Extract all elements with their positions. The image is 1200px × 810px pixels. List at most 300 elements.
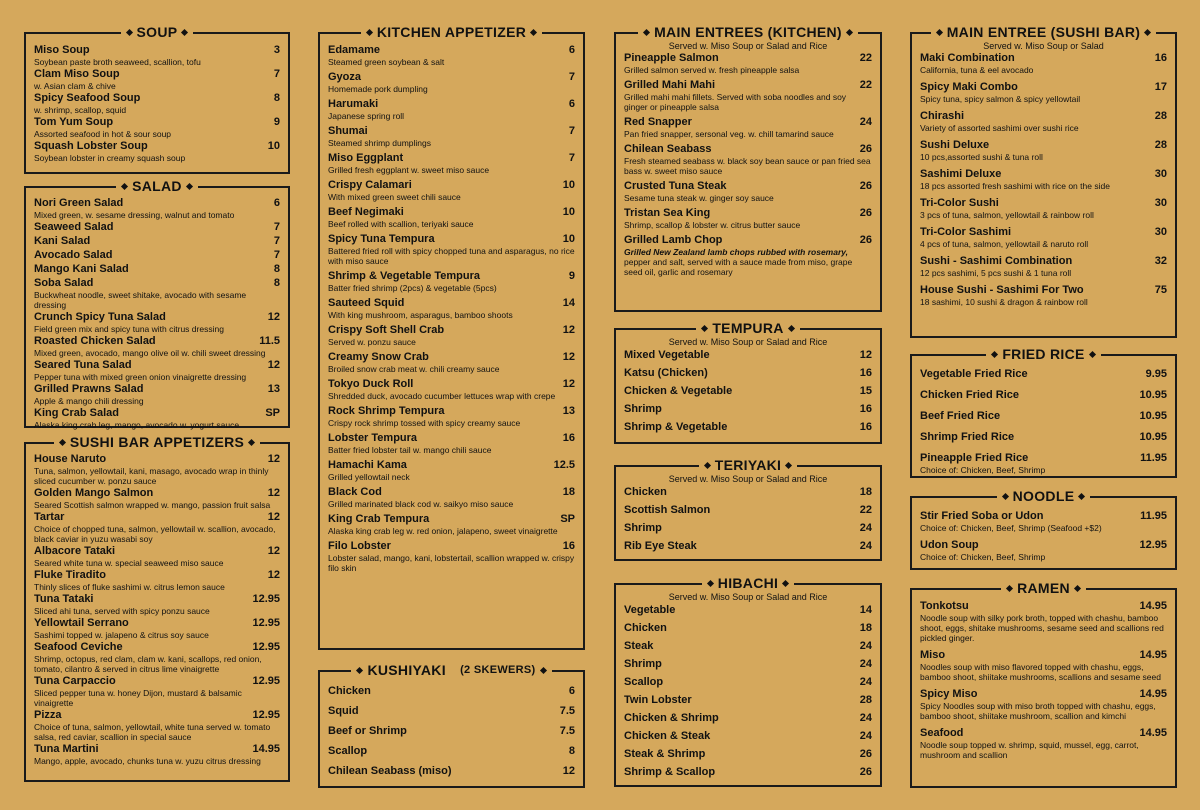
menu-item-price: 14.95 bbox=[1139, 688, 1167, 700]
menu-item-row bbox=[328, 44, 575, 57]
menu-item-row bbox=[624, 366, 872, 380]
menu-item-row bbox=[328, 71, 575, 84]
menu-item-row bbox=[624, 747, 872, 761]
menu-item-row bbox=[328, 378, 575, 391]
menu-item bbox=[624, 711, 872, 725]
menu-item-row bbox=[34, 511, 280, 524]
menu-item-name: Pineapple Fried Rice bbox=[920, 452, 1029, 464]
menu-item bbox=[624, 693, 872, 707]
menu-item-row bbox=[920, 255, 1167, 268]
menu-item-name: Crusted Tuna Steak bbox=[624, 180, 727, 192]
menu-item-price: 10 bbox=[267, 140, 280, 152]
menu-item-price: 6 bbox=[568, 685, 575, 697]
menu-item-name: Mango Kani Salad bbox=[34, 263, 129, 275]
menu-item-row bbox=[624, 621, 872, 635]
menu-item-description: 10 pcs,assorted sushi & tuna roll bbox=[920, 152, 1043, 162]
menu-item bbox=[328, 233, 575, 266]
menu-item-name: Grilled Prawns Salad bbox=[34, 383, 144, 395]
menu-item bbox=[624, 348, 872, 362]
menu-item-price: 26 bbox=[859, 143, 872, 155]
menu-item-row bbox=[328, 764, 575, 778]
section-subtitle: Served w. Miso Soup or Salad and Rice bbox=[668, 337, 828, 347]
menu-item-price: 7 bbox=[273, 221, 280, 233]
menu-item-row bbox=[328, 513, 575, 526]
menu-item bbox=[920, 81, 1167, 104]
menu-item-row bbox=[624, 521, 872, 535]
menu-item-name: King Crab Tempura bbox=[328, 513, 430, 525]
menu-item bbox=[34, 44, 280, 67]
menu-item-price: 10.95 bbox=[1139, 431, 1167, 443]
menu-item-description: Batter fried lobster tail w. mango chili sauce bbox=[328, 445, 492, 455]
salad-section bbox=[24, 178, 290, 430]
menu-item-price: 15 bbox=[859, 385, 872, 397]
menu-item-description: Spicy Noodles soup with miso broth topped with chashu, eggs, bamboo shoot, shiitake mushroom, scallion and kimchi bbox=[920, 701, 1156, 721]
menu-item-row bbox=[34, 44, 280, 57]
menu-item-description: Battered fried roll with spicy chopped tuna and asparagus, no rice with miso sauce bbox=[328, 246, 575, 266]
menu-item bbox=[920, 688, 1167, 721]
hibachi-section bbox=[614, 575, 882, 787]
menu-item-name: Sushi - Sashimi Combination bbox=[920, 255, 1073, 267]
menu-item-description: Homemade pork dumpling bbox=[328, 84, 428, 94]
menu-item-description: 18 pcs assorted fresh sashimi with rice on the side bbox=[920, 181, 1110, 191]
menu-item-name: Filo Lobster bbox=[328, 540, 391, 552]
menu-item-row bbox=[624, 603, 872, 617]
menu-item bbox=[34, 335, 280, 358]
menu-item-row bbox=[624, 143, 872, 156]
menu-item bbox=[920, 727, 1167, 760]
menu-item bbox=[328, 297, 575, 320]
menu-item-description: Choice of: Chicken, Beef, Shrimp (Seafood +$2) bbox=[920, 523, 1102, 533]
menu-item-price: 7 bbox=[568, 152, 575, 164]
menu-item-name: Tartar bbox=[34, 511, 65, 523]
menu-item-price: 22 bbox=[859, 504, 872, 516]
menu-item-price: 12 bbox=[562, 765, 575, 777]
menu-item-name: Chicken bbox=[624, 622, 667, 634]
menu-item-description: Soybean paste broth seaweed, scallion, tofu bbox=[34, 57, 201, 67]
menu-item-description: With king mushroom, asparagus, bamboo shoots bbox=[328, 310, 513, 320]
menu-item-name: Seafood bbox=[920, 727, 964, 739]
menu-item-row bbox=[328, 98, 575, 111]
menu-item-row bbox=[34, 593, 280, 606]
menu-item-price: 7 bbox=[568, 71, 575, 83]
menu-item-row bbox=[624, 503, 872, 517]
menu-item-row bbox=[624, 234, 872, 247]
menu-item-name: Seared Tuna Salad bbox=[34, 359, 132, 371]
menu-item-name: Spicy Tuna Tempura bbox=[328, 233, 435, 245]
menu-item-row bbox=[34, 487, 280, 500]
menu-item-description: Sliced pepper tuna w. honey Dijon, mustard & balsamic vinaigrette bbox=[34, 688, 242, 708]
menu-item bbox=[328, 44, 575, 67]
menu-item-price: 12.95 bbox=[252, 593, 280, 605]
menu-item bbox=[328, 459, 575, 482]
menu-item-description: Grilled yellowtail neck bbox=[328, 472, 410, 482]
section-title: SUSHI BAR APPETIZERS bbox=[54, 434, 260, 450]
menu-item bbox=[624, 234, 872, 277]
menu-item-row bbox=[328, 432, 575, 445]
menu-item-name: Seafood Ceviche bbox=[34, 641, 123, 653]
menu-item bbox=[624, 729, 872, 743]
menu-item-row bbox=[34, 641, 280, 654]
menu-item-row bbox=[624, 639, 872, 653]
menu-item-price: 24 bbox=[859, 116, 872, 128]
menu-item-description: Pan fried snapper, sersonal veg. w. chill tamarind sauce bbox=[624, 129, 834, 139]
menu-item-name: Stir Fried Soba or Udon bbox=[920, 510, 1044, 522]
menu-item-price: 3 bbox=[273, 44, 280, 56]
menu-item bbox=[624, 639, 872, 653]
menu-item bbox=[34, 453, 280, 486]
menu-item-price: 11.95 bbox=[1140, 510, 1167, 522]
menu-item-row bbox=[624, 79, 872, 92]
menu-item-description: Sashimi topped w. jalapeno & citrus soy sauce bbox=[34, 630, 209, 640]
menu-item-price: 16 bbox=[859, 421, 872, 433]
menu-item-row bbox=[920, 600, 1167, 613]
menu-item bbox=[624, 384, 872, 398]
menu-item-description: 4 pcs of tuna, salmon, yellowtail & naruto roll bbox=[920, 239, 1089, 249]
menu-item-name: Spicy Miso bbox=[920, 688, 978, 700]
menu-item bbox=[624, 79, 872, 112]
menu-item-price: 22 bbox=[859, 52, 872, 64]
menu-item bbox=[328, 764, 575, 778]
menu-item-row bbox=[34, 277, 280, 290]
menu-item bbox=[34, 545, 280, 568]
menu-item-price: 12.95 bbox=[252, 641, 280, 653]
main-entrees-kitchen-section bbox=[614, 24, 882, 312]
menu-item-name: Tuna Carpaccio bbox=[34, 675, 116, 687]
menu-item-row bbox=[328, 125, 575, 138]
menu-item-description: Steamed green soybean & salt bbox=[328, 57, 445, 67]
menu-item-description: Mango, apple, avocado, chunks tuna w. yuzu citrus dressing bbox=[34, 756, 261, 766]
menu-item bbox=[34, 487, 280, 510]
menu-item-row bbox=[624, 693, 872, 707]
menu-item bbox=[328, 324, 575, 347]
menu-item-name: Steak & Shrimp bbox=[624, 748, 706, 760]
menu-item-price: 24 bbox=[859, 730, 872, 742]
menu-item bbox=[328, 71, 575, 94]
menu-item-price: 12 bbox=[859, 349, 872, 361]
menu-item-price: 7 bbox=[273, 68, 280, 80]
menu-item-description: Shredded duck, avocado cucumber lettuces wrap with crepe bbox=[328, 391, 556, 401]
soup-section bbox=[24, 24, 290, 174]
menu-item-price: 16 bbox=[1154, 52, 1167, 64]
menu-item-row bbox=[920, 52, 1167, 65]
menu-item-name: Sauteed Squid bbox=[328, 297, 405, 309]
menu-item-price: 12 bbox=[562, 351, 575, 363]
menu-item bbox=[328, 206, 575, 229]
menu-item-price: 7 bbox=[273, 235, 280, 247]
menu-item-price: 12.95 bbox=[252, 675, 280, 687]
menu-item bbox=[920, 389, 1167, 402]
menu-item-price: 16 bbox=[562, 432, 575, 444]
menu-item-name: Chirashi bbox=[920, 110, 965, 122]
menu-item-row bbox=[624, 420, 872, 434]
menu-item-description: 18 sashimi, 10 sushi & dragon & rainbow roll bbox=[920, 297, 1088, 307]
menu-item-row bbox=[328, 351, 575, 364]
menu-item bbox=[328, 513, 575, 536]
section-title: TERIYAKI bbox=[699, 457, 797, 473]
menu-item-price: 32 bbox=[1154, 255, 1167, 267]
menu-item-row bbox=[34, 743, 280, 756]
menu-item-price: 75 bbox=[1154, 284, 1167, 296]
menu-item bbox=[624, 657, 872, 671]
menu-item-price: 7 bbox=[273, 249, 280, 261]
ramen-section bbox=[910, 580, 1177, 788]
menu-item-price: 12 bbox=[267, 569, 280, 581]
menu-item-description: Choice of: Chicken, Beef, Shrimp bbox=[920, 552, 1046, 562]
menu-item-description: Served w. ponzu sauce bbox=[328, 337, 416, 347]
menu-item-description: Apple & mango chili dressing bbox=[34, 396, 144, 406]
menu-item-price: 11.5 bbox=[259, 335, 280, 347]
menu-item bbox=[624, 366, 872, 380]
menu-item bbox=[624, 539, 872, 553]
main-entree-sushi-bar-section bbox=[910, 24, 1177, 338]
menu-item-description: California, tuna & eel avocado bbox=[920, 65, 1034, 75]
menu-item bbox=[920, 649, 1167, 682]
menu-item-description: Japanese spring roll bbox=[328, 111, 405, 121]
menu-item-price: 14.95 bbox=[1139, 649, 1167, 661]
menu-item bbox=[624, 503, 872, 517]
fried-rice-section bbox=[910, 346, 1177, 478]
menu-item-price: 13 bbox=[562, 405, 575, 417]
menu-item-row bbox=[624, 180, 872, 193]
menu-item-row bbox=[328, 486, 575, 499]
section-title: SALAD bbox=[116, 178, 198, 194]
menu-item-name: Golden Mango Salmon bbox=[34, 487, 154, 499]
menu-item-name: Nori Green Salad bbox=[34, 197, 124, 209]
menu-item bbox=[920, 110, 1167, 133]
menu-item-row bbox=[624, 729, 872, 743]
menu-item-row bbox=[328, 540, 575, 553]
menu-item-name: Scallop bbox=[328, 745, 368, 757]
menu-item-row bbox=[624, 711, 872, 725]
menu-item-row bbox=[920, 649, 1167, 662]
menu-item bbox=[920, 197, 1167, 220]
menu-item-description: With mixed green sweet chili sauce bbox=[328, 192, 461, 202]
menu-item-description: Noodle soup with silky pork broth, topped with chashu, bamboo shoot, eggs, shitake mushrooms, sesame seed and scallions red pickled ginger. bbox=[920, 613, 1164, 643]
menu-item-price: 7.5 bbox=[559, 705, 575, 717]
menu-item-price: 10.95 bbox=[1139, 389, 1167, 401]
menu-item bbox=[624, 207, 872, 230]
menu-item-price: 8 bbox=[568, 745, 575, 757]
menu-item bbox=[920, 52, 1167, 75]
menu-item-price: 9 bbox=[273, 116, 280, 128]
menu-item-name: Gyoza bbox=[328, 71, 362, 83]
menu-item-price: 24 bbox=[859, 640, 872, 652]
menu-item bbox=[624, 143, 872, 176]
menu-item bbox=[920, 539, 1167, 562]
menu-item bbox=[624, 675, 872, 689]
menu-item-row bbox=[328, 704, 575, 718]
menu-item-name: Miso Eggplant bbox=[328, 152, 404, 164]
menu-item-description: Sliced ahi tuna, served with spicy ponzu sauce bbox=[34, 606, 210, 616]
menu-item-price: 24 bbox=[859, 658, 872, 670]
menu-item-name: Edamame bbox=[328, 44, 380, 56]
menu-item-description: Broiled snow crab meat w. chili creamy sauce bbox=[328, 364, 500, 374]
menu-item-name: Fluke Tiradito bbox=[34, 569, 106, 581]
menu-item-row bbox=[34, 92, 280, 105]
menu-item bbox=[624, 603, 872, 617]
menu-item-name: Miso bbox=[920, 649, 946, 661]
menu-item-name: Sushi Deluxe bbox=[920, 139, 990, 151]
menu-item-row bbox=[34, 235, 280, 248]
menu-item-name: Shrimp bbox=[624, 658, 662, 670]
menu-item-name: Soba Salad bbox=[34, 277, 94, 289]
menu-item-description: Beef rolled with scallion, teriyaki sauce bbox=[328, 219, 474, 229]
menu-item-row bbox=[624, 402, 872, 416]
menu-item bbox=[34, 221, 280, 234]
menu-item-row bbox=[920, 539, 1167, 552]
menu-item bbox=[624, 621, 872, 635]
menu-item bbox=[328, 98, 575, 121]
menu-item-row bbox=[328, 459, 575, 472]
menu-item-row bbox=[920, 452, 1167, 465]
menu-item bbox=[920, 255, 1167, 278]
menu-item-row bbox=[328, 684, 575, 698]
menu-item-row bbox=[920, 688, 1167, 701]
menu-item-row bbox=[328, 270, 575, 283]
menu-item-price: 7.5 bbox=[559, 725, 575, 737]
menu-item-row bbox=[328, 233, 575, 246]
menu-item-name: Shrimp & Scallop bbox=[624, 766, 716, 778]
menu-item bbox=[624, 52, 872, 75]
menu-item-name: King Crab Salad bbox=[34, 407, 119, 419]
menu-item-price: 24 bbox=[859, 540, 872, 552]
menu-item-description: Seared white tuna w. special seaweed miso sauce bbox=[34, 558, 224, 568]
menu-item-price: SP bbox=[265, 407, 280, 419]
menu-item-description: Field green mix and spicy tuna with citrus dressing bbox=[34, 324, 224, 334]
menu-item bbox=[34, 92, 280, 115]
menu-item-name: Shrimp Fried Rice bbox=[920, 431, 1015, 443]
menu-item-price: 6 bbox=[273, 197, 280, 209]
menu-item bbox=[34, 277, 280, 310]
menu-item-name: Tokyo Duck Roll bbox=[328, 378, 414, 390]
menu-item-row bbox=[328, 405, 575, 418]
menu-item-description: Noodles soup with miso flavored topped with chashu, eggs, bamboo shoot, shiitake mushrooms, scallions and sesame seed bbox=[920, 662, 1161, 682]
menu-item-description: Fresh steamed seabass w. black soy bean sauce or pan fried sea bass w. sweet miso sauce bbox=[624, 156, 871, 176]
menu-item-description: Grilled fresh eggplant w. sweet miso sauce bbox=[328, 165, 490, 175]
menu-item-description: 12 pcs sashimi, 5 pcs sushi & 1 tuna roll bbox=[920, 268, 1072, 278]
menu-item-row bbox=[34, 453, 280, 466]
menu-item-name: Harumaki bbox=[328, 98, 379, 110]
menu-item bbox=[328, 179, 575, 202]
menu-item-row bbox=[328, 324, 575, 337]
menu-item-price: 8 bbox=[273, 92, 280, 104]
menu-item-row bbox=[328, 744, 575, 758]
menu-item-row bbox=[624, 348, 872, 362]
menu-item-name: Squash Lobster Soup bbox=[34, 140, 148, 152]
menu-item bbox=[328, 351, 575, 374]
menu-item-row bbox=[34, 140, 280, 153]
kushiyaki-section bbox=[318, 662, 585, 788]
menu-item bbox=[34, 383, 280, 406]
menu-item-description: w. Asian clam & chive bbox=[34, 81, 116, 91]
menu-item bbox=[328, 540, 575, 573]
menu-item bbox=[920, 226, 1167, 249]
menu-item-price: 6 bbox=[568, 98, 575, 110]
menu-item bbox=[624, 420, 872, 434]
menu-item-row bbox=[624, 657, 872, 671]
menu-item bbox=[328, 270, 575, 293]
menu-item bbox=[34, 569, 280, 592]
menu-item-price: 28 bbox=[1154, 139, 1167, 151]
menu-item-row bbox=[624, 539, 872, 553]
menu-item-name: Red Snapper bbox=[624, 116, 692, 128]
menu-item-price: 12.95 bbox=[252, 709, 280, 721]
menu-item-row bbox=[920, 197, 1167, 210]
menu-item-name: Chilean Seabass bbox=[624, 143, 712, 155]
menu-item-price: 30 bbox=[1154, 197, 1167, 209]
menu-item-name: Pineapple Salmon bbox=[624, 52, 719, 64]
menu-item bbox=[624, 116, 872, 139]
menu-item-row bbox=[920, 431, 1167, 444]
section-subtitle: Served w. Miso Soup or Salad and Rice bbox=[668, 474, 828, 484]
menu-item bbox=[920, 139, 1167, 162]
menu-item-price: 14 bbox=[859, 604, 872, 616]
menu-item-price: 12 bbox=[267, 487, 280, 499]
section-title: TEMPURA bbox=[696, 320, 799, 336]
section-title: FRIED RICE bbox=[986, 346, 1100, 362]
menu-item-price: 30 bbox=[1154, 168, 1167, 180]
menu-item bbox=[920, 410, 1167, 423]
menu-item-name: Scallop bbox=[624, 676, 664, 688]
menu-item bbox=[328, 378, 575, 401]
menu-item-row bbox=[34, 221, 280, 234]
menu-item-price: 9 bbox=[568, 270, 575, 282]
menu-item-name: Grilled Mahi Mahi bbox=[624, 79, 716, 91]
menu-item-row bbox=[920, 410, 1167, 423]
menu-item bbox=[920, 452, 1167, 475]
menu-item-price: 24 bbox=[859, 522, 872, 534]
menu-item-price: 12 bbox=[267, 511, 280, 523]
menu-item-name: Mixed Vegetable bbox=[624, 349, 710, 361]
menu-item-price: 24 bbox=[859, 676, 872, 688]
menu-item bbox=[34, 197, 280, 220]
menu-item-name: Squid bbox=[328, 705, 359, 717]
menu-item-price: 12 bbox=[562, 324, 575, 336]
menu-item bbox=[920, 600, 1167, 643]
menu-item-name: Avocado Salad bbox=[34, 249, 113, 261]
menu-item-name: Chicken & Shrimp bbox=[624, 712, 719, 724]
menu-item-name: Vegetable bbox=[624, 604, 676, 616]
menu-item bbox=[34, 311, 280, 334]
menu-item bbox=[34, 675, 280, 708]
menu-item-name: Shrimp & Vegetable Tempura bbox=[328, 270, 481, 282]
menu-item-name: House Naruto bbox=[34, 453, 107, 465]
menu-item bbox=[624, 402, 872, 416]
menu-item bbox=[328, 432, 575, 455]
menu-item-description: Noodle soup topped w. shrimp, squid, mussel, egg, carrot, mushroom and scallion bbox=[920, 740, 1139, 760]
menu-item-price: 14.95 bbox=[1139, 727, 1167, 739]
menu-item-price: 11.95 bbox=[1140, 452, 1167, 464]
menu-item-row bbox=[34, 335, 280, 348]
menu-item-name: Shumai bbox=[328, 125, 368, 137]
menu-item-row bbox=[624, 485, 872, 499]
menu-item-name: Lobster Tempura bbox=[328, 432, 418, 444]
menu-item-name: Beef or Shrimp bbox=[328, 725, 407, 737]
menu-item-price: 10 bbox=[562, 206, 575, 218]
menu-item bbox=[624, 747, 872, 761]
menu-item-price: 10.95 bbox=[1139, 410, 1167, 422]
section-subtitle: Served w. Miso Soup or Salad and Rice bbox=[668, 41, 828, 51]
menu-item-price: 17 bbox=[1154, 81, 1167, 93]
menu-item bbox=[328, 744, 575, 758]
menu-item bbox=[920, 284, 1167, 307]
menu-item bbox=[328, 152, 575, 175]
menu-item-name: Chicken & Steak bbox=[624, 730, 711, 742]
section-title: SOUP bbox=[121, 24, 194, 40]
menu-item-row bbox=[34, 197, 280, 210]
menu-item bbox=[328, 405, 575, 428]
menu-item-price: 22 bbox=[859, 79, 872, 91]
